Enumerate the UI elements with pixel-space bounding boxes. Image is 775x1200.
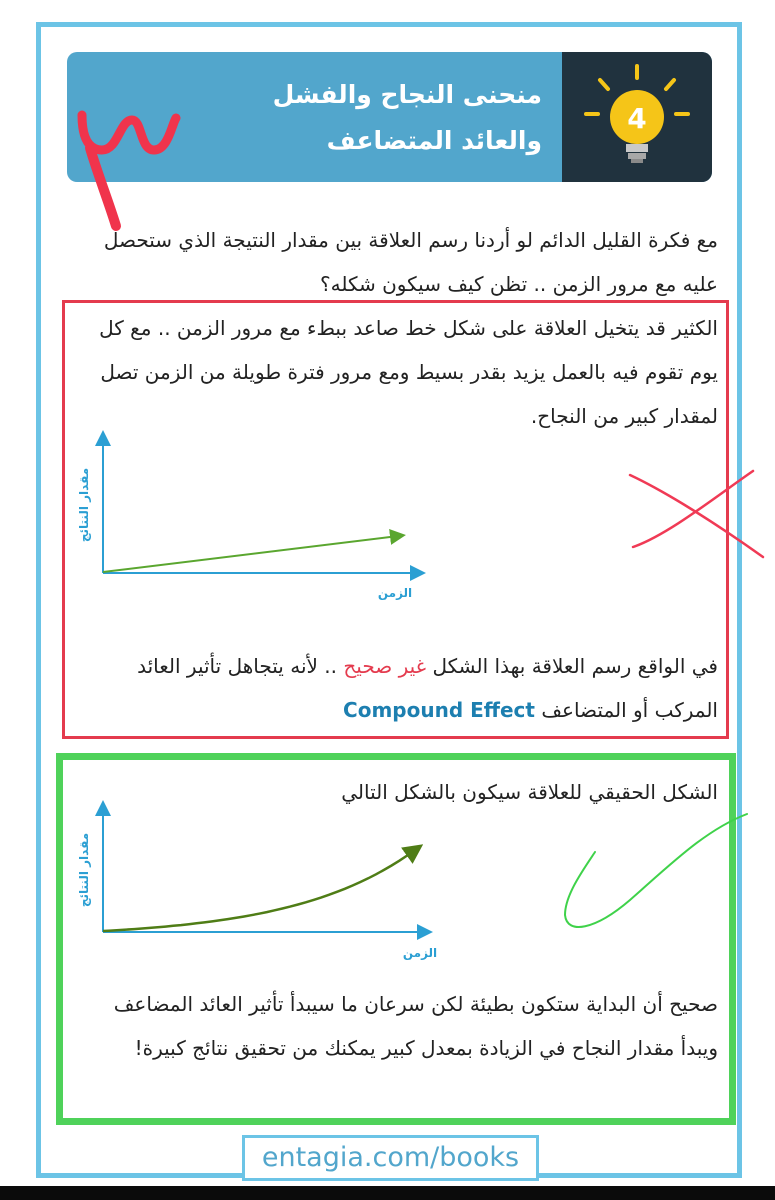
lightbulb-icon [562,52,712,182]
x-axis-label: الزمن [402,946,438,960]
compound-effect-term: Compound Effect [343,698,535,722]
badge-number: 4 [627,102,647,135]
handwritten-curve-mark [555,810,755,940]
y-axis-label: مقدار النتائج [77,467,91,543]
linear-series-line [103,536,398,572]
linear-chart [70,430,430,610]
conclusion-part-1: في الواقع رسم العلاقة بهذا الشكل [432,654,718,678]
linear-conclusion [78,644,718,732]
handwritten-cross-mark [628,465,768,565]
section-title [162,72,542,164]
footer-link[interactable] [242,1135,539,1181]
x-axis-label: الزمن [377,586,413,600]
curve-description: صحيح أن البداية ستكون بطيئة لكن سرعان ما سيبدأ تأثير العائد المضاعف ويبدأ مقدار النجاح في الزيادة بمعدل كبير يمكنك من تحقيق نتائج كبيرة! [113,992,718,1060]
footer-link-text[interactable]: entagia.com/books [261,1142,520,1173]
curve-heading: الشكل الحقيقي للعلاقة سيكون بالشكل التالي [341,780,718,804]
title-line-2: والعائد المتضاعف [326,126,542,155]
section-badge [562,52,712,182]
bottom-bar [0,1186,775,1200]
title-line-1: منحنى النجاح والفشل [272,80,542,109]
exponential-series-line [103,850,415,931]
conclusion-part-2: .. لأنه يتجاهل تأثير العائد المركب أو المتضاعف [137,654,718,722]
y-axis-label: مقدار النتائج [77,832,91,908]
incorrect-highlight: غير صحيح [343,654,427,678]
exponential-chart [70,800,438,970]
handwritten-number-three [72,100,182,230]
intro-text: مع فكرة القليل الدائم لو أردنا رسم العلاقة بين مقدار النتيجة الذي ستحصل عليه مع مرور الزمن .. تظن كيف سيكون شكله؟ [103,228,718,296]
linear-description: الكثير قد يتخيل العلاقة على شكل خط صاعد ببطء مع مرور الزمن .. مع كل يوم تقوم فيه بالعمل يزيد بقدر بسيط ومع مرور فترة طويلة من الزمن تصل لمقدار كبير من النجاح. [99,316,718,428]
